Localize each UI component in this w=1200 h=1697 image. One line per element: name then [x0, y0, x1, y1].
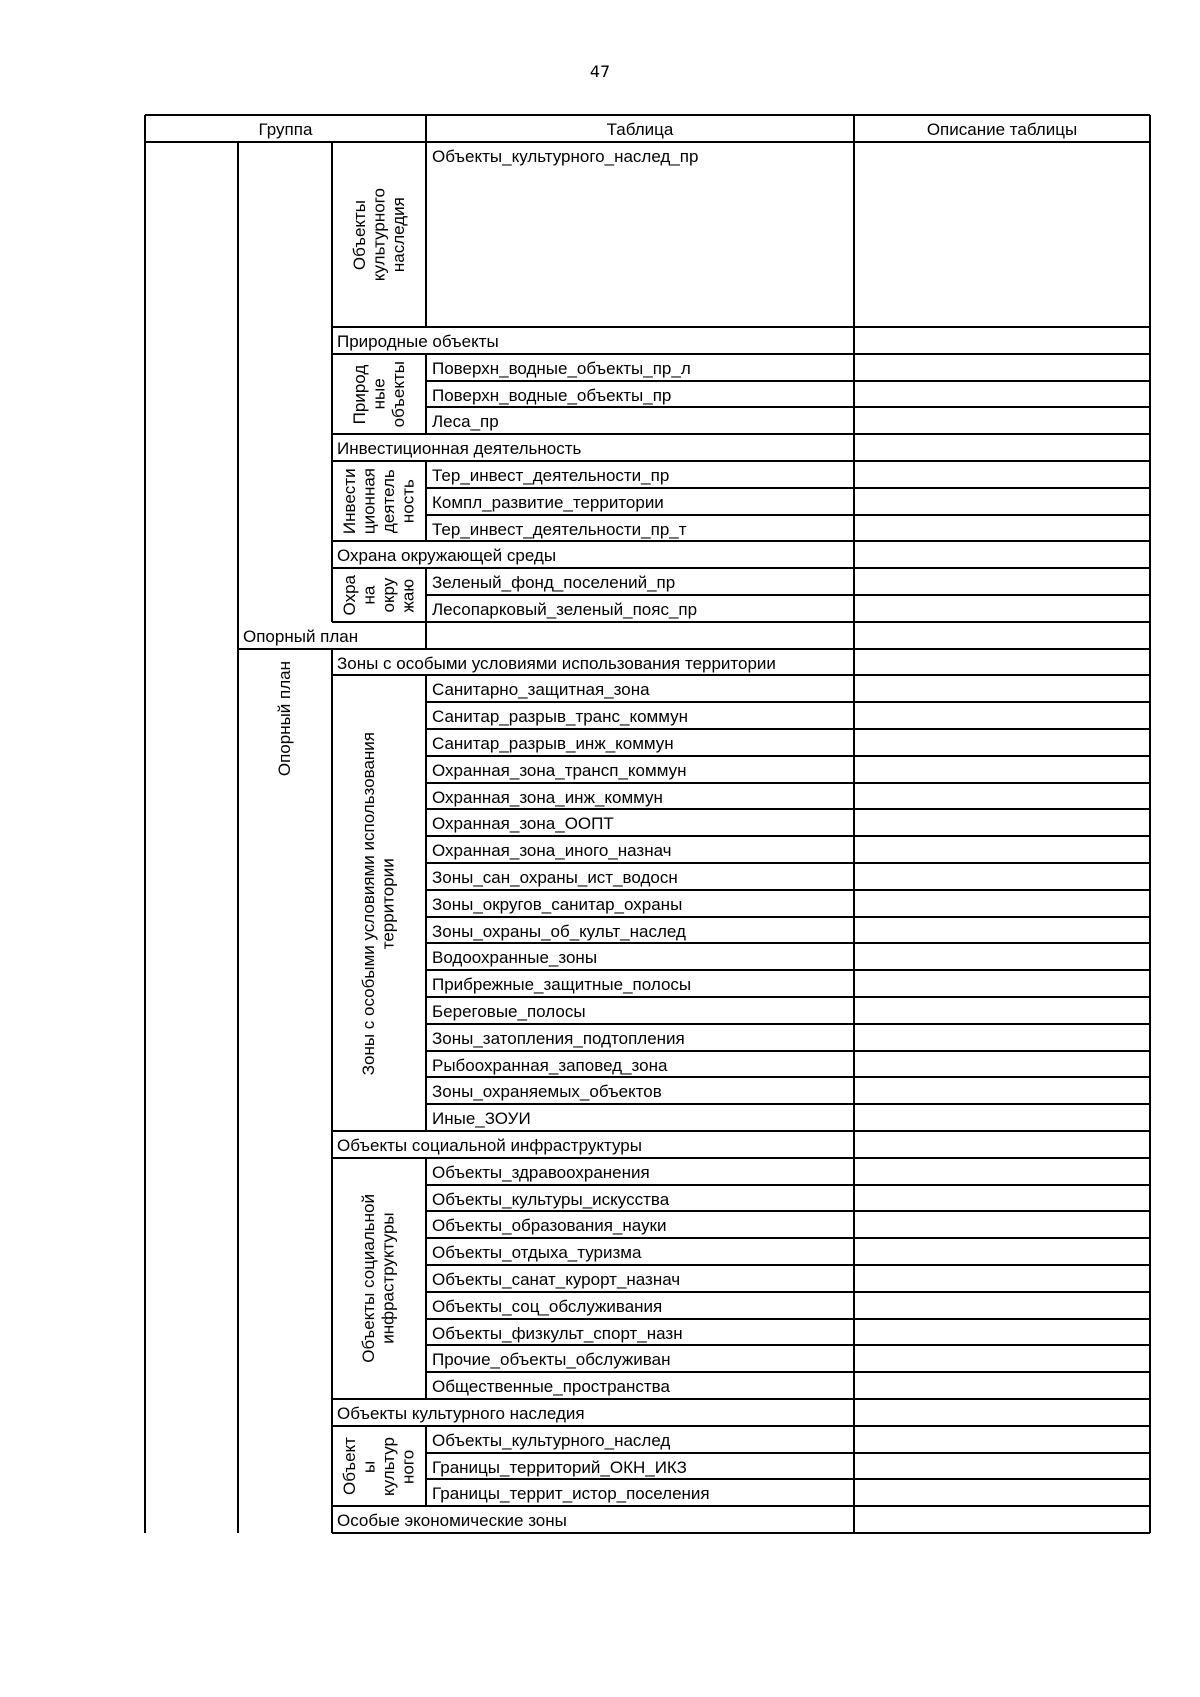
section-label-vertical-text: Объекты социальной инфраструктуры	[359, 1194, 398, 1363]
section-label-vertical-text: Природ ные объекты	[349, 360, 408, 428]
table-name: Охранная_зона_инж_коммун	[432, 787, 663, 807]
table-border	[426, 782, 1150, 784]
table-name: Объекты_культуры_искусства	[432, 1189, 670, 1209]
table-border	[853, 1158, 855, 1399]
table-border	[1149, 461, 1151, 541]
table-border	[426, 514, 1150, 516]
table-name: Водоохранные_зоны	[432, 948, 598, 968]
table-border	[853, 649, 855, 676]
table-name: Лесопарковый_зеленый_пояс_пр	[432, 599, 698, 619]
table-border	[425, 675, 427, 1131]
table-name: Поверхн_водные_объекты_пр_л	[432, 358, 691, 378]
table-name: Охранная_зона_иного_назнач	[432, 841, 672, 861]
table-name: Охранная_зона_ООПТ	[432, 814, 614, 834]
table-border	[426, 1023, 1150, 1025]
table-border	[332, 567, 1150, 569]
table-border	[238, 648, 1150, 650]
table-border	[853, 327, 855, 354]
table-border	[332, 1398, 426, 1400]
table-border	[1149, 434, 1151, 461]
table-name: Объекты_санат_курорт_назнач	[432, 1269, 681, 1289]
section-label-vertical	[332, 568, 426, 622]
section-label-vertical-text: Инвести ционная деятель ность	[339, 468, 418, 535]
table-border	[426, 996, 1150, 998]
table-border	[426, 1371, 1150, 1373]
table-border	[332, 674, 1150, 676]
table-border	[331, 354, 333, 434]
table-name: Иные_ЗОУИ	[432, 1109, 531, 1129]
table-border	[426, 1050, 1150, 1052]
table-border	[425, 461, 427, 541]
table-border	[426, 1318, 1150, 1320]
table-border	[426, 406, 1150, 408]
table-border	[1149, 354, 1151, 434]
table-name: Поверхн_водные_объекты_пр	[432, 385, 672, 405]
table-border	[426, 1103, 1150, 1105]
section-label-vertical	[332, 1158, 426, 1399]
table-border	[332, 1505, 426, 1507]
header-group: Группа	[258, 120, 313, 139]
table-border	[332, 1425, 1150, 1427]
table-name: Объекты_физкульт_спорт_назн	[432, 1323, 683, 1343]
table-border	[853, 1426, 855, 1506]
table-border	[853, 675, 855, 1131]
table-border	[332, 353, 1150, 355]
table-name: Береговые_полосы	[432, 1001, 586, 1021]
table-border	[331, 541, 333, 568]
section-label-vertical-text: Объект ы культур ного	[339, 1436, 418, 1496]
table-border	[426, 1184, 1150, 1186]
table-border	[332, 1130, 426, 1132]
table-border	[426, 1210, 1150, 1212]
table-border	[426, 1398, 1150, 1400]
level2-label-vertical	[238, 649, 332, 789]
table-border	[1149, 675, 1151, 1131]
table-border	[853, 541, 855, 568]
table-border	[332, 1157, 1150, 1159]
table-border	[853, 1506, 855, 1533]
table-border	[426, 701, 1150, 703]
section-label-vertical	[332, 461, 426, 541]
table-border	[332, 326, 1150, 328]
table-name: Зеленый_фонд_поселений_пр	[432, 573, 676, 593]
table-name: Санитар_разрыв_транс_коммун	[432, 707, 689, 727]
table-border	[331, 327, 333, 354]
table-border	[426, 540, 1150, 542]
table-border	[426, 889, 1150, 891]
table-border	[1149, 327, 1151, 354]
table-border	[1149, 1506, 1151, 1533]
table-border	[853, 1399, 855, 1426]
table-border	[426, 1452, 1150, 1454]
table-name: Объекты_образования_науки	[432, 1216, 667, 1236]
table-border	[332, 433, 426, 435]
table-border	[1149, 1131, 1151, 1158]
table-name: Объекты_соц_обслуживания	[432, 1296, 663, 1316]
table-name: Зоны_сан_охраны_ист_водосн	[432, 867, 678, 887]
table-border	[426, 1076, 1150, 1078]
table-name: Прочие_объекты_обслуживан	[432, 1350, 671, 1370]
table-border	[332, 621, 426, 623]
table-border	[331, 434, 333, 461]
table-name: Тер_инвест_деятельности_пр	[432, 465, 670, 485]
table-name: Границы_террит_истор_поселения	[432, 1484, 710, 1504]
section-label-vertical-text: Объекты культурного наследия	[349, 187, 408, 282]
section-label-vertical	[332, 675, 426, 1131]
table-border	[425, 568, 427, 622]
table-border	[145, 114, 1150, 116]
section-title: Охрана окружающей среды	[337, 546, 557, 566]
table-border	[425, 1426, 427, 1506]
section-label-vertical	[332, 1426, 426, 1506]
table-border	[145, 141, 1150, 143]
table-border	[426, 1478, 1150, 1480]
section-title: Инвестиционная деятельность	[337, 439, 582, 459]
table-border	[331, 649, 333, 1533]
table-name: Санитарно_защитная_зона	[432, 680, 650, 700]
table-border	[426, 808, 1150, 810]
table-name: Объекты_культурного_наслед_пр	[432, 146, 699, 166]
table-border	[1149, 1158, 1151, 1399]
section-title: Особые экономические зоны	[337, 1511, 567, 1531]
table-border	[426, 728, 1150, 730]
table-name: Тер_инвест_деятельности_пр_т	[432, 519, 687, 539]
table-border	[853, 434, 855, 461]
table-border	[426, 1505, 1150, 1507]
section-label-vertical	[332, 142, 426, 327]
table-name: Объекты_культурного_наслед	[432, 1430, 671, 1450]
section-label-vertical-text: Зоны с особыми условиями использования территории	[359, 731, 398, 1075]
table-name: Зоны_затопления_подтопления	[432, 1028, 685, 1048]
header-table: Таблица	[606, 120, 674, 139]
table-border	[237, 142, 239, 1533]
table-border	[1149, 1399, 1151, 1426]
section-title: Зоны с особыми условиями использования территории	[337, 653, 776, 673]
table-name: Зоны_охраняемых_объектов	[432, 1082, 662, 1102]
table-border	[853, 568, 855, 622]
header-description: Описание таблицы	[926, 120, 1078, 139]
table-name: Объекты_отдыха_туризма	[432, 1243, 642, 1263]
table-border	[426, 755, 1150, 757]
table-border	[426, 862, 1150, 864]
table-name: Компл_развитие_территории	[432, 492, 664, 512]
table-border	[426, 1130, 1150, 1132]
table-border	[426, 1264, 1150, 1266]
table-name: Санитар_разрыв_инж_коммун	[432, 733, 674, 753]
table-border	[426, 621, 1150, 623]
table-name: Границы_территорий_ОКН_ИКЗ	[432, 1457, 687, 1477]
table-name: Леса_пр	[432, 412, 499, 432]
section-title: Объекты социальной инфраструктуры	[337, 1135, 642, 1155]
table-border	[425, 354, 427, 434]
table-border	[426, 969, 1150, 971]
table-border	[1149, 622, 1151, 649]
page-number: 47	[589, 62, 611, 81]
table-name: Зоны_охраны_об_культ_наслед	[432, 921, 686, 941]
table-border	[331, 568, 333, 622]
table-border	[332, 460, 1150, 462]
table-border	[144, 142, 146, 1533]
table-border	[426, 942, 1150, 944]
table-border	[1149, 568, 1151, 622]
table-border	[1149, 649, 1151, 676]
table-border	[853, 354, 855, 434]
table-border	[1149, 1426, 1151, 1506]
table-border	[1149, 142, 1151, 327]
table-name: Рыбоохранная_заповед_зона	[432, 1055, 668, 1075]
level2-title: Опорный план	[243, 626, 359, 646]
table-name: Охранная_зона_трансп_коммун	[432, 760, 687, 780]
table-border	[332, 1532, 1150, 1534]
table-border	[426, 916, 1150, 918]
table-border	[853, 142, 855, 327]
table-border	[425, 622, 427, 649]
table-border	[426, 1291, 1150, 1293]
table-name: Объекты_здравоохранения	[432, 1162, 650, 1182]
table-border	[425, 142, 427, 327]
table-border	[853, 461, 855, 541]
table-border	[426, 594, 1150, 596]
table-border	[1149, 541, 1151, 568]
table-name: Общественные_пространства	[432, 1377, 670, 1397]
table-border	[331, 142, 333, 327]
section-title: Объекты культурного наследия	[337, 1403, 585, 1423]
section-label-vertical	[332, 354, 426, 434]
table-border	[332, 540, 426, 542]
table-border	[426, 1237, 1150, 1239]
table-border	[426, 433, 1150, 435]
table-border	[426, 487, 1150, 489]
table-name: Зоны_округов_санитар_охраны	[432, 894, 683, 914]
table-border	[426, 835, 1150, 837]
table-border	[425, 1158, 427, 1399]
table-border	[853, 1131, 855, 1158]
table-name: Прибрежные_защитные_полосы	[432, 975, 692, 995]
level2-label-vertical-text: Опорный план	[275, 661, 295, 777]
section-label-vertical-text: Охра на окру жаю	[339, 574, 418, 616]
table-border	[426, 1344, 1150, 1346]
table-border	[853, 622, 855, 649]
section-title: Природные объекты	[337, 331, 499, 351]
table-border	[331, 461, 333, 541]
table-border	[426, 380, 1150, 382]
